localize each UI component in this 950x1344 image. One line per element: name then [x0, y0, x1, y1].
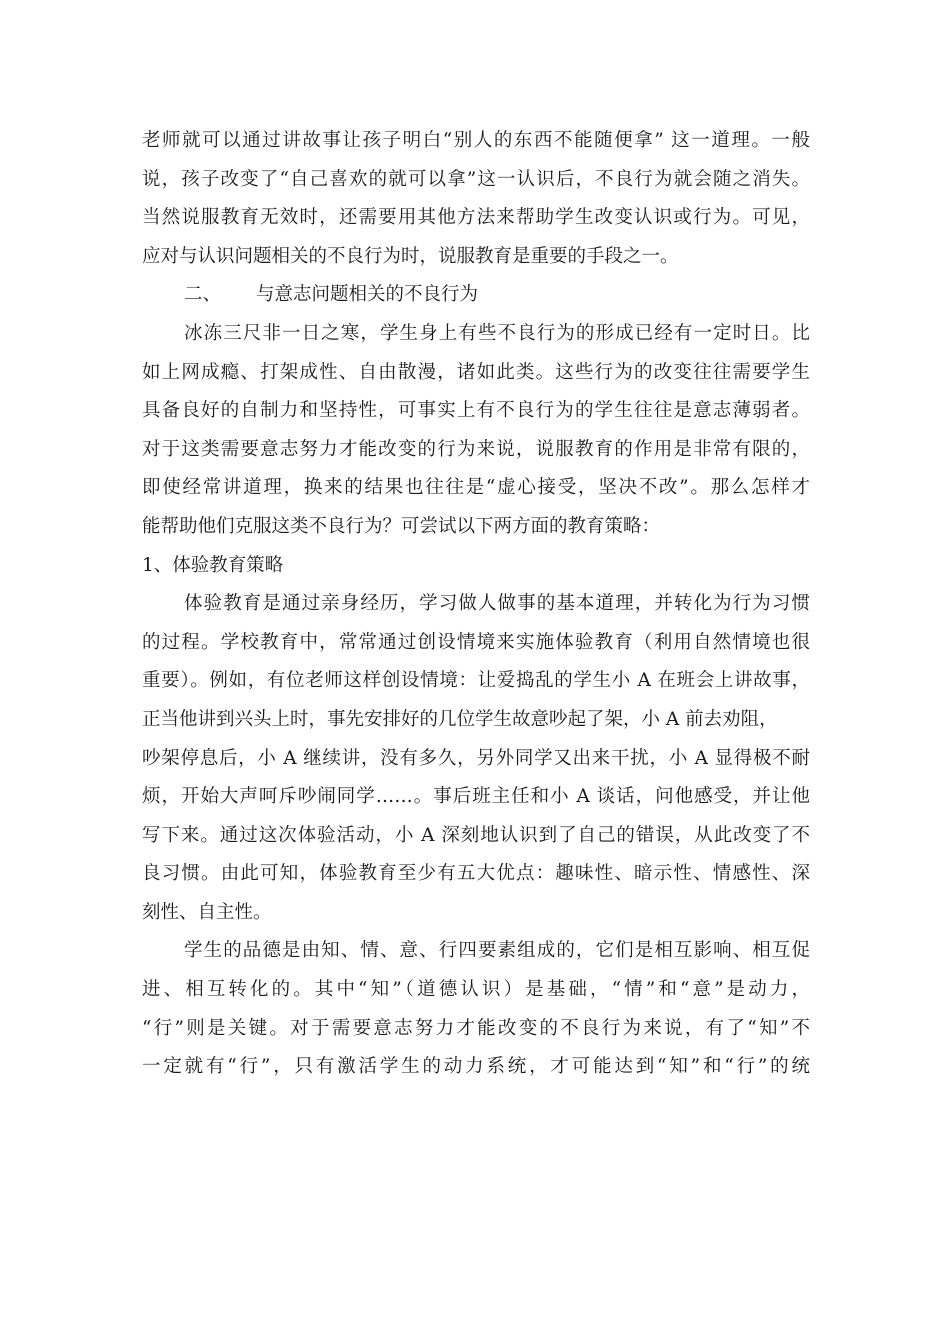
body-line: 对于这类需要意志努力才能改变的行为来说，说服教育的作用是非常有限的， — [142, 438, 810, 460]
subsection-heading: 1、体验教育策略 — [142, 554, 284, 576]
body-line: 重要）。例如，有位老师这样创设情境：让爱捣乱的学生小 A 在班会上讲故事， — [142, 670, 810, 692]
section-heading-number: 二、 — [184, 284, 222, 306]
body-line: 具备良好的自制力和坚持性，可事实上有不良行为的学生往往是意志薄弱者。 — [142, 400, 810, 422]
body-line: 老师就可以通过讲故事让孩子明白“别人的东西不能随便拿” 这一道理。一般 — [142, 130, 810, 151]
body-line: 正当他讲到兴头上时，事先安排好的几位学生故意吵起了架，小 A 前去劝阻， — [142, 708, 778, 730]
body-line: 刻性、自主性。 — [142, 901, 272, 923]
body-line: 应对与认识问题相关的不良行为时，说服教育是重要的手段之一。 — [142, 245, 679, 267]
section-heading-title: 与意志问题相关的不良行为 — [256, 284, 479, 306]
body-line: 能帮助他们克服这类不良行为？可尝试以下两方面的教育策略： — [142, 515, 661, 537]
body-line: 一定就有“行”，只有激活学生的动力系统，才可能达到“知”和“行”的统 — [142, 1056, 810, 1078]
document-body — [142, 122, 810, 1087]
body-line: 烦，开始大声呵斥吵闹同学……。事后班主任和小 A 谈话，问他感受，并让他 — [142, 786, 810, 808]
body-line: 吵架停息后，小 A 继续讲，没有多久，另外同学又出来干扰，小 A 显得极不耐 — [142, 747, 810, 769]
body-line: 冰冻三尺非一日之寒，学生身上有些不良行为的形成已经有一定时日。比 — [184, 322, 810, 344]
body-line: “行”则是关键。对于需要意志努力才能改变的不良行为来说，有了“知”不 — [142, 1017, 810, 1039]
body-line: 写下来。通过这次体验活动，小 A 深刻地认识到了自己的错误，从此改变了不 — [142, 824, 810, 846]
body-line: 如上网成瘾、打架成性、自由散漫，诸如此类。这些行为的改变往往需要学生 — [142, 361, 810, 383]
body-line: 进、相互转化的。其中“知”（道德认识）是基础，“情”和“意”是动力， — [142, 979, 810, 1001]
body-line: 学生的品德是由知、情、意、行四要素组成的，它们是相互影响、相互促 — [184, 940, 810, 962]
body-line: 良习惯。由此可知，体验教育至少有五大优点：趣味性、暗示性、情感性、深 — [142, 863, 810, 885]
body-line: 体验教育是通过亲身经历，学习做人做事的基本道理，并转化为行为习惯 — [184, 593, 810, 615]
body-line: 当然说服教育无效时，还需要用其他方法来帮助学生改变认识或行为。可见， — [142, 207, 810, 229]
section-heading — [142, 276, 810, 315]
body-line: 说，孩子改变了“自己喜欢的就可以拿”这一认识后，不良行为就会随之消失。 — [142, 168, 810, 190]
body-line: 的过程。学校教育中，常常通过创设情境来实施体验教育（利用自然情境也很 — [142, 631, 810, 653]
body-line: 即使经常讲道理，换来的结果也往往是“虚心接受，坚决不改”。那么怎样才 — [142, 477, 810, 499]
